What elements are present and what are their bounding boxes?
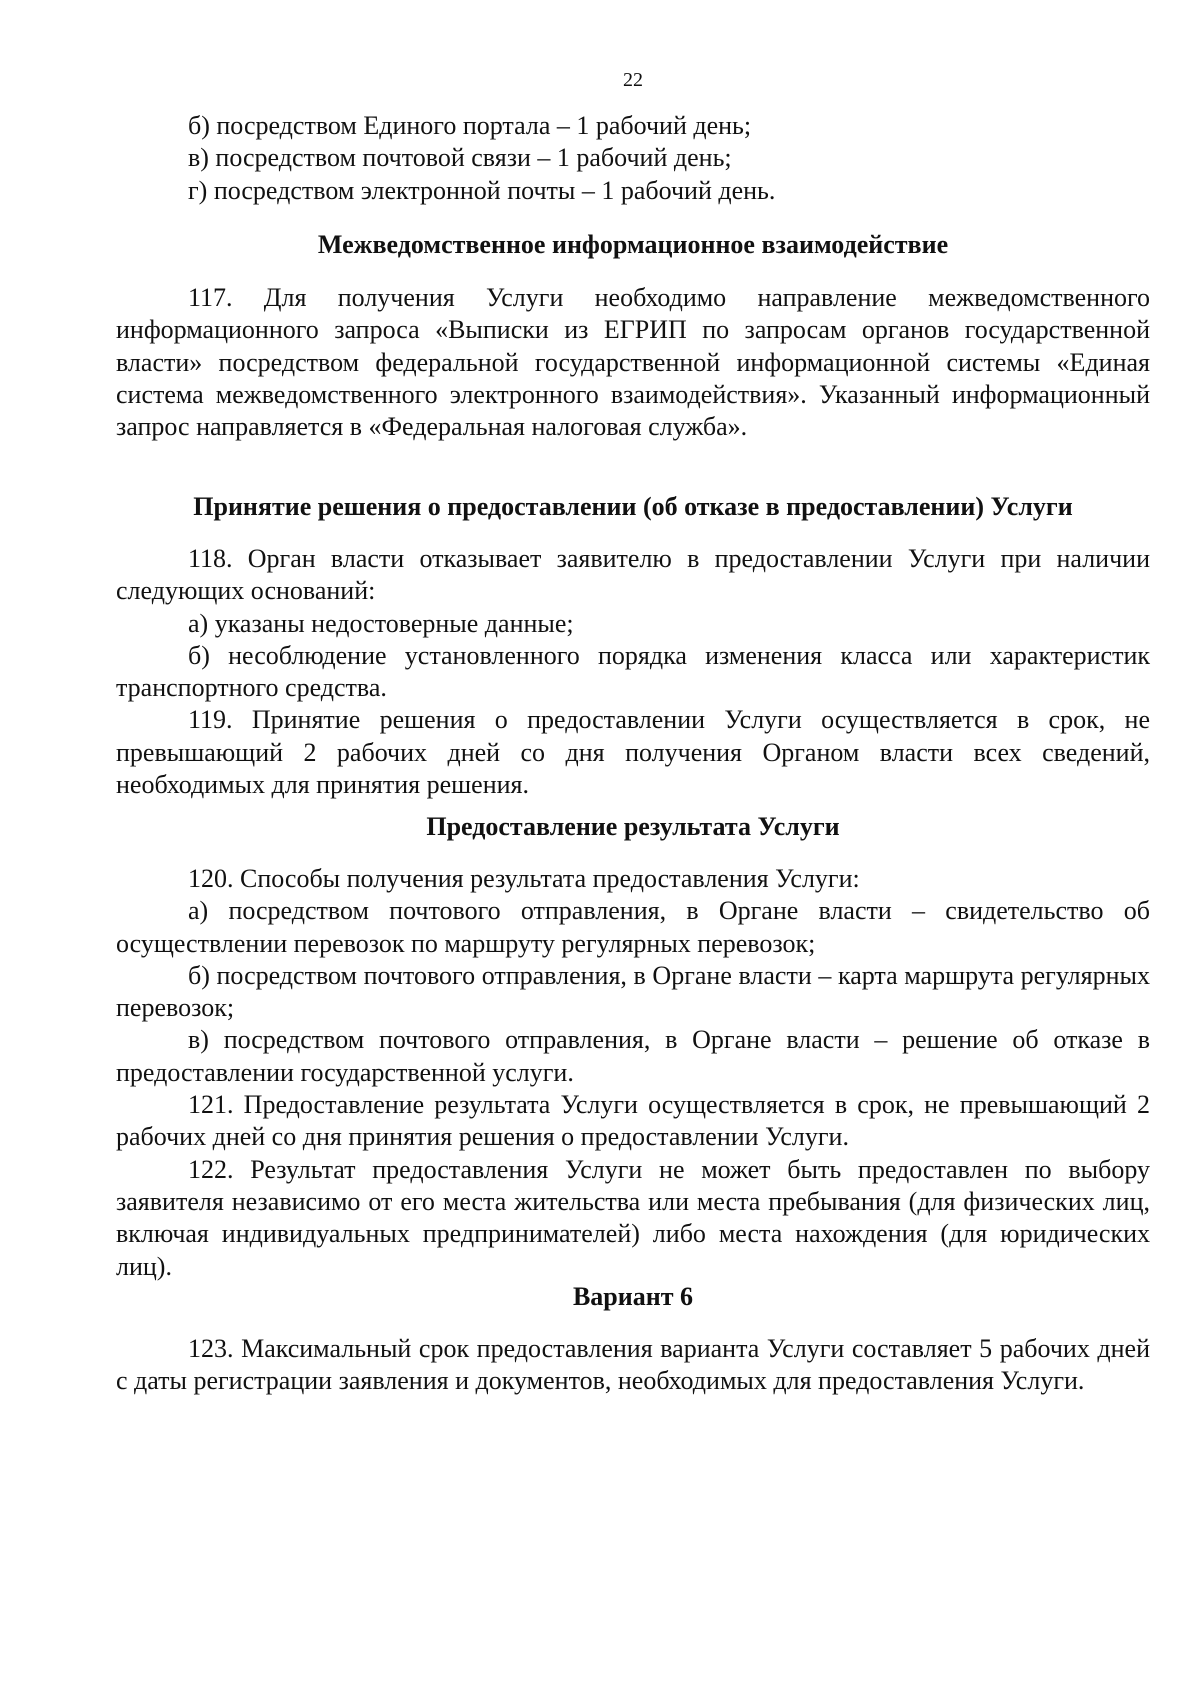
- paragraph-120-b: б) посредством почтового отправления, в Органе власти – карта маршрута регулярных перевозок;: [116, 960, 1150, 1023]
- list-item: в) посредством почтовой связи – 1 рабочий день;: [188, 143, 732, 173]
- section-heading-variant-6: Вариант 6: [572, 1282, 694, 1311]
- page-number: 22: [623, 69, 643, 91]
- paragraph-123: 123. Максимальный срок предоставления варианта Услуги составляет 5 рабочих дней с даты регистрации заявления и документов, необходимых для предоставления Услуги.: [116, 1334, 1150, 1396]
- delivery-time-list: [116, 110, 1150, 207]
- list-item: б) посредством Единого портала – 1 рабочий день;: [188, 111, 752, 140]
- section-result-body: [116, 863, 1150, 1283]
- section-variant-6-body: [116, 1333, 1150, 1398]
- list-item: г) посредством электронной почты – 1 рабочий день.: [188, 175, 776, 205]
- paragraph-117: 117. Для получения Услуги необходимо направление межведомственного информационного запроса «Выписки из ЕГРИП по запросам органов государственной власти» посредством федеральной государственной информационной системы «Единая система межведомственного электронного взаимодействия». Указанный информационный запрос направляется в «Федеральная налоговая служба».: [116, 283, 1150, 442]
- section-heading-decision: Принятие решения о предоставлении (об отказе в предоставлении) Услуги: [193, 492, 1073, 521]
- section-heading-interagency: Межведомственное информационное взаимодействие: [317, 230, 949, 259]
- paragraph-122: 122. Результат предоставления Услуги не может быть предоставлен по выбору заявителя независимо от его места жительства или места пребывания (для физических лиц, включая индивидуальных предпринимателей) либо места нахождения (для юридических лиц).: [116, 1154, 1150, 1281]
- section-heading-result: Предоставление результата Услуги: [426, 812, 840, 841]
- paragraph-120: 120. Способы получения результата предоставления Услуги:: [188, 864, 860, 893]
- paragraph-118: 118. Орган власти отказывает заявителю в предоставлении Услуги при наличии следующих оснований:: [116, 544, 1150, 606]
- paragraph-119: 119. Принятие решения о предоставлении Услуги осуществляется в срок, не превышающий 2 рабочих дней со дня получения Органом власти всех сведений, необходимых для принятия решения.: [116, 705, 1150, 800]
- paragraph-120-c: в) посредством почтового отправления, в Органе власти – решение об отказе в предоставлении государственной услуги.: [116, 1025, 1150, 1087]
- paragraph-121: 121. Предоставление результата Услуги осуществляется в срок, не превышающий 2 рабочих дней со дня принятия решения о предоставлении Услуги.: [116, 1090, 1150, 1152]
- paragraph-118-b: б) несоблюдение установленного порядка изменения класса или характеристик транспортного средства.: [116, 640, 1150, 703]
- section-decision-body: [116, 543, 1150, 801]
- section-interagency-body: [116, 282, 1150, 443]
- paragraph-118-a: а) указаны недостоверные данные;: [188, 608, 574, 638]
- paragraph-120-a: а) посредством почтового отправления, в Органе власти – свидетельство об осуществлении перевозок по маршруту регулярных перевозок;: [116, 896, 1150, 958]
